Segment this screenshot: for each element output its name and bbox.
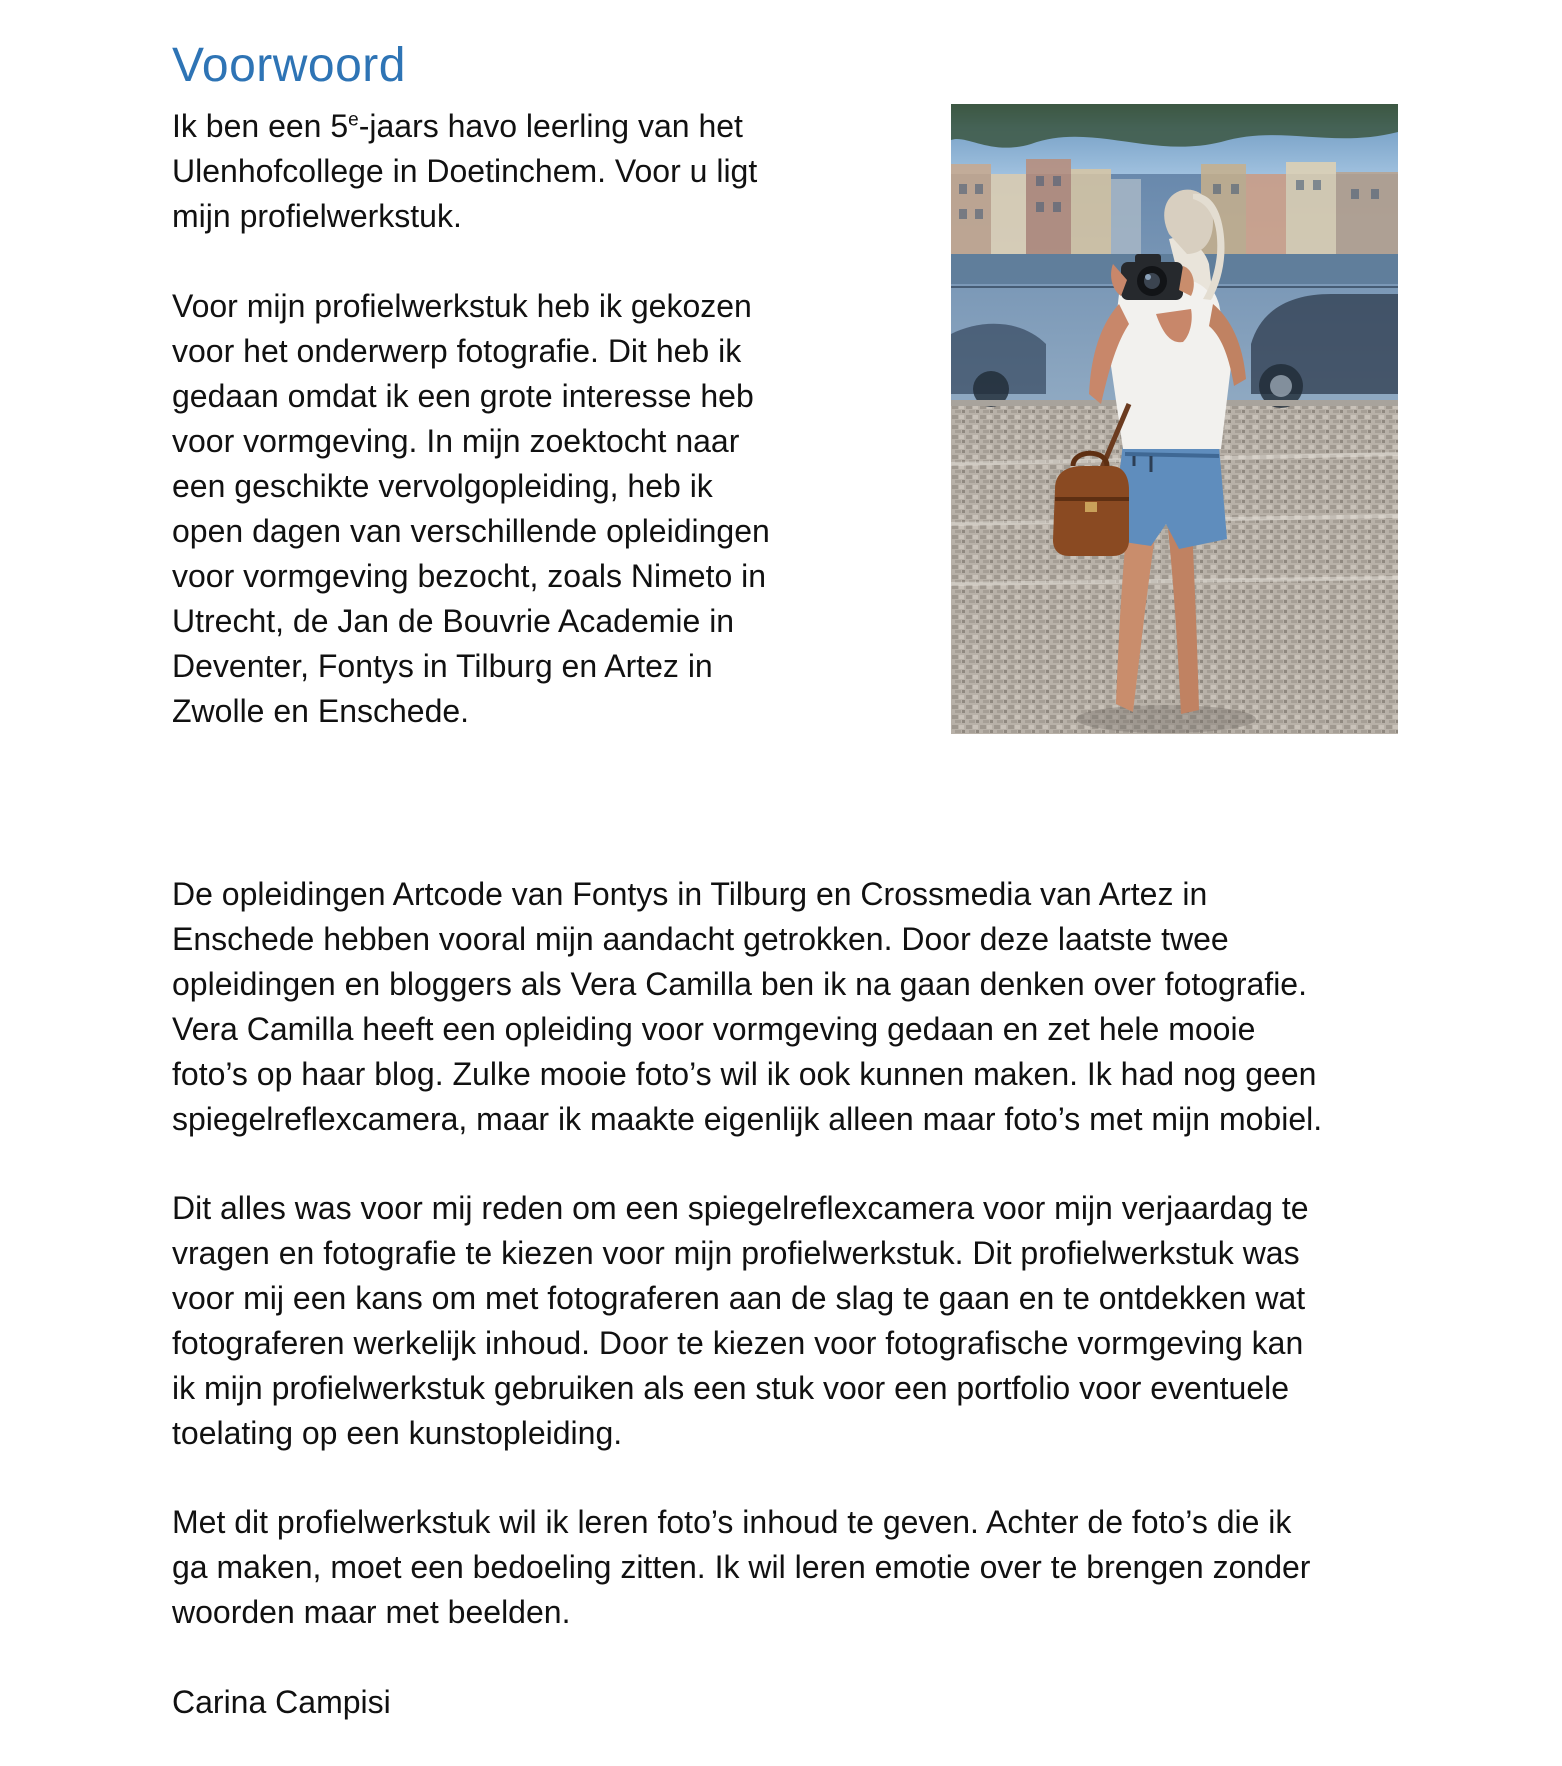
intro-text-rest: -jaars havo leerling van het Ulenhofcollege in Doetinchem. Voor u ligt mijn profielwerkstuk. — [172, 108, 758, 234]
ordinal-superscript: e — [348, 109, 359, 131]
intro-paragraph — [172, 104, 832, 239]
author-signature: Carina Campisi — [172, 1684, 391, 1720]
page-title: Voorwoord — [172, 39, 406, 92]
paragraph-motivation: Dit alles was voor mij reden om een spiegelreflexcamera voor mijn verjaardag te vragen en fotografie te kiezen voor mijn profielwerkstuk. Dit profielwerkstuk was voor mij een kans om met fotograferen aan de slag te gaan en te ontdekken wat fotograferen werkelijk inhoud. Door te kiezen voor fotografische vormgeving kan ik mijn profielwerkstuk gebruiken als een stuk voor een portfolio voor eventuele toelating op een kunstopleiding. — [172, 1190, 1309, 1451]
intro-text-start: Ik ben een 5 — [172, 108, 349, 144]
photographer-photo — [951, 104, 1398, 734]
paragraph-goal: Met dit profielwerkstuk wil ik leren foto’s inhoud te geven. Achter de foto’s die ik ga maken, moet een bedoeling zitten. Ik wil leren emotie over te brengen zonder woorden maar met beelden. — [172, 1504, 1311, 1630]
paragraph-topic-choice: Voor mijn profielwerkstuk heb ik gekozen voor het onderwerp fotografie. Dit heb ik gedaan omdat ik een grote interesse heb voor vormgeving. In mijn zoektocht naar een geschikte vervolgopleiding, heb ik open dagen van verschillende opleidingen voor vormgeving bezocht, zoals Nimeto in Utrecht, de Jan de Bouvrie Academie in Deventer, Fontys in Tilburg en Artez in Zwolle en Enschede. — [172, 288, 770, 729]
paragraph-inspiration: De opleidingen Artcode van Fontys in Tilburg en Crossmedia van Artez in Enschede hebben vooral mijn aandacht getrokken. Door deze laatste twee opleidingen en bloggers als Vera Camilla ben ik na gaan denken over fotografie. Vera Camilla heeft een opleiding voor vormgeving gedaan en zet hele mooie foto’s op haar blog. Zulke mooie foto’s wil ik ook kunnen maken. Ik had nog geen spiegelreflexcamera, maar ik maakte eigenlijk alleen maar foto’s met mijn mobiel. — [172, 876, 1323, 1137]
